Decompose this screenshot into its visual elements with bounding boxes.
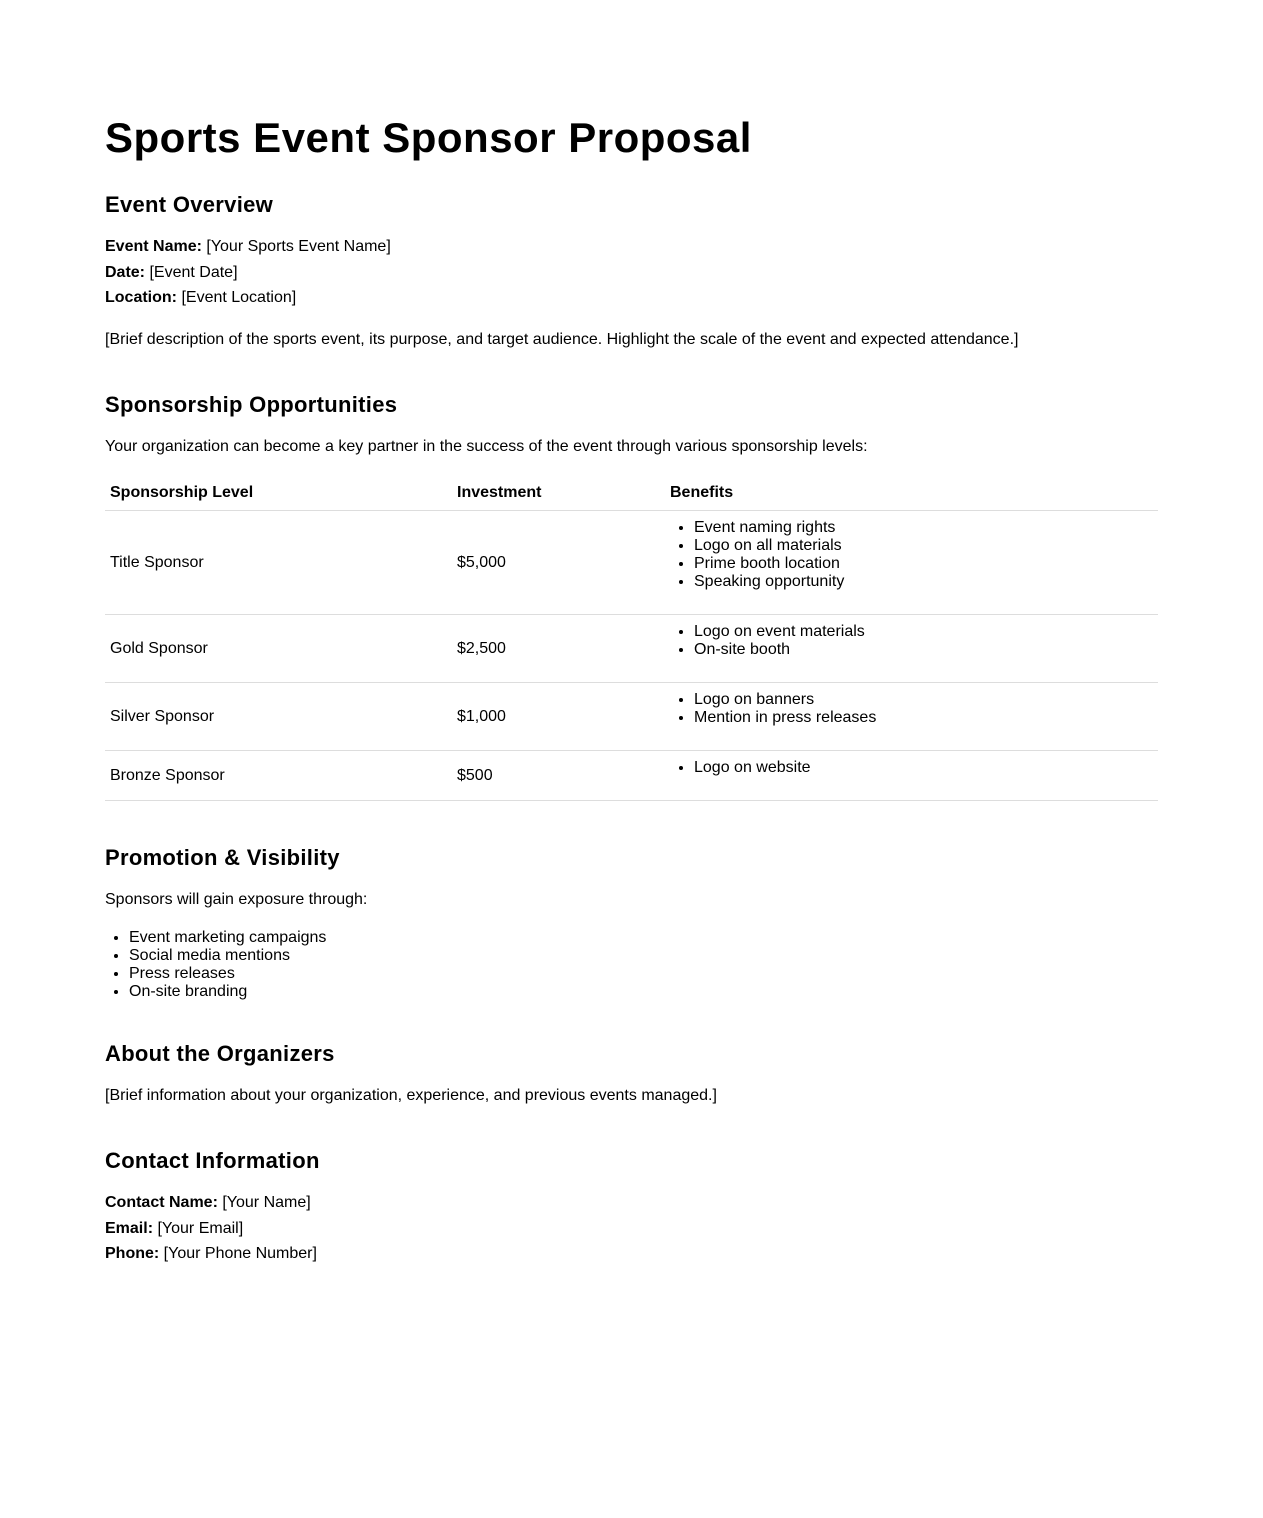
field-value: [Your Name] [222,1194,311,1211]
level-cell: Bronze Sponsor [105,751,452,801]
level-cell: Silver Sponsor [105,683,452,751]
sponsorship-heading: Sponsorship Opportunities [105,392,398,417]
column-header-investment: Investment [452,478,665,511]
benefits-list [670,691,1153,727]
level-cell: Gold Sponsor [105,615,452,683]
contact-email-field [105,1219,243,1239]
field-value: [Event Date] [149,264,238,281]
investment-cell: $5,000 [452,511,665,615]
field-label: Email: [105,1220,154,1237]
organizers-text: [Brief information about your organization, experience, and previous events managed.] [105,1087,717,1104]
table-row [105,615,1158,683]
sponsorship-intro: Your organization can become a key partner in the success of the event through various sponsorship levels: [105,438,868,455]
organizers-heading: About the Organizers [105,1041,335,1066]
promotion-intro: Sponsors will gain exposure through: [105,891,368,908]
promotion-item: • On-site branding [129,983,326,1001]
investment-cell: $1,000 [452,683,665,751]
table-row [105,751,1158,801]
sponsorship-table [105,478,1158,801]
benefit-item: • Logo on event materials [694,623,1153,641]
promotion-item: • Event marketing campaigns [129,929,326,947]
investment-cell: $500 [452,751,665,801]
field-label: Contact Name: [105,1194,218,1211]
benefit-item: • Event naming rights [694,519,1153,537]
contact-heading: Contact Information [105,1148,320,1173]
contact-phone-field [105,1244,317,1264]
benefit-item: • Prime booth location [694,555,1153,573]
table-row [105,683,1158,751]
benefit-item: • Logo on all materials [694,537,1153,555]
benefits-cell [665,683,1158,751]
field-value: [Event Location] [181,289,297,306]
column-header-level: Sponsorship Level [105,478,452,511]
benefits-cell [665,615,1158,683]
field-value: [Your Phone Number] [163,1245,317,1262]
benefits-list [670,759,1153,777]
event-name-field [105,237,391,257]
table-header-row [105,478,1158,511]
contact-name-field [105,1193,311,1213]
event-description: [Brief description of the sports event, its purpose, and target audience. Highlight the scale of the event and expected attendance.] [105,331,1019,348]
promotion-heading: Promotion & Visibility [105,845,340,870]
field-label: Date: [105,264,146,281]
benefit-item: • Speaking opportunity [694,573,1153,591]
field-value: [Your Email] [157,1220,244,1237]
level-cell: Title Sponsor [105,511,452,615]
benefit-item: • Logo on banners [694,691,1153,709]
benefits-list [670,623,1153,659]
benefit-item: • Logo on website [694,759,1153,777]
page-title: Sports Event Sponsor Proposal [105,114,752,161]
promotion-item: • Press releases [129,965,326,983]
event-location-field [105,288,296,308]
investment-cell: $2,500 [452,615,665,683]
benefits-list [670,519,1153,591]
benefit-item: • Mention in press releases [694,709,1153,727]
field-label: Location: [105,289,177,306]
benefits-cell [665,751,1158,801]
field-label: Phone: [105,1245,160,1262]
field-label: Event Name: [105,238,202,255]
promotion-list [105,929,326,1001]
column-header-benefits: Benefits [665,478,1158,511]
field-value: [Your Sports Event Name] [206,238,391,255]
benefits-cell [665,511,1158,615]
benefit-item: • On-site booth [694,641,1153,659]
event-overview-heading: Event Overview [105,192,274,217]
table-row [105,511,1158,615]
promotion-item: • Social media mentions [129,947,326,965]
event-date-field [105,263,238,283]
